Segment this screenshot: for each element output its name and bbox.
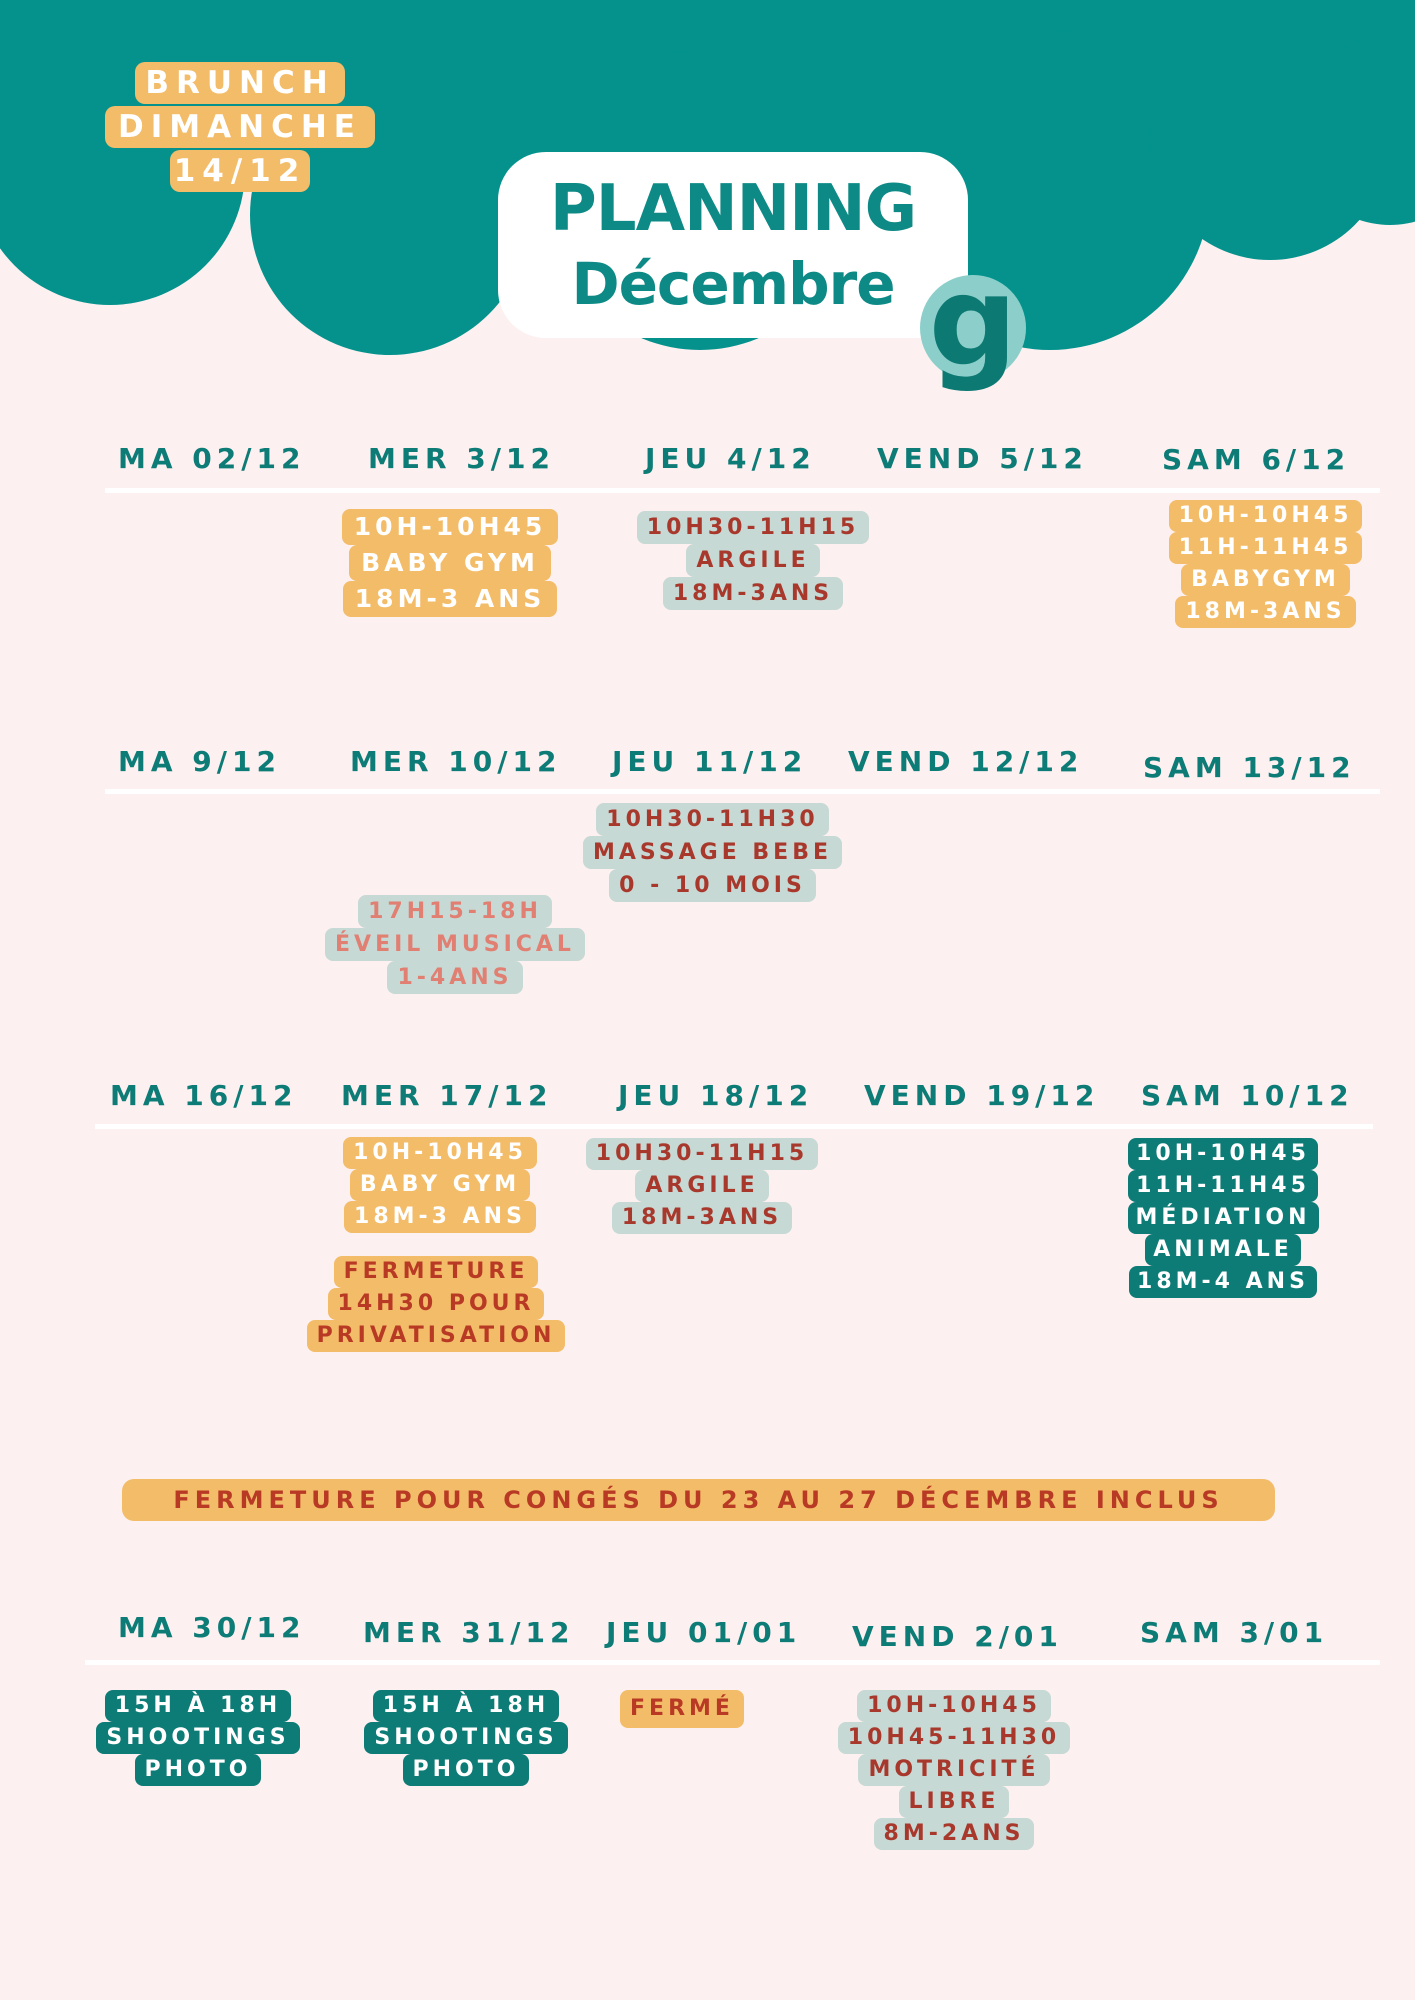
event-pill bbox=[360, 1690, 572, 1786]
event-line: MOTRICITÉ bbox=[858, 1754, 1049, 1786]
brunch-line: BRUNCH bbox=[135, 62, 345, 104]
day-header: VEND 5/12 bbox=[877, 442, 1088, 475]
event-line: 10H-10H45 bbox=[1169, 500, 1363, 532]
event-line: FERMÉ bbox=[620, 1690, 744, 1728]
day-header: JEU 18/12 bbox=[618, 1079, 814, 1112]
event-line: ARGILE bbox=[635, 1170, 768, 1202]
day-header: SAM 6/12 bbox=[1162, 443, 1351, 476]
event-line: 18M-3 ANS bbox=[344, 1201, 536, 1233]
event-line: ANIMALE bbox=[1145, 1234, 1301, 1266]
event-pill bbox=[320, 895, 590, 994]
day-header: VEND 12/12 bbox=[848, 745, 1084, 778]
event-line: MASSAGE BEBE bbox=[583, 836, 842, 869]
event-pill bbox=[592, 1138, 812, 1234]
week-divider bbox=[105, 488, 1380, 493]
day-header: JEU 01/01 bbox=[606, 1616, 802, 1649]
week-divider bbox=[105, 789, 1380, 794]
event-line: 10H-10H45 bbox=[343, 1137, 537, 1169]
day-header: MER 31/12 bbox=[363, 1616, 575, 1649]
event-line: 14H30 POUR bbox=[328, 1288, 545, 1320]
event-line: 10H30-11H30 bbox=[596, 803, 828, 836]
event-pill bbox=[300, 1256, 572, 1352]
day-header: SAM 10/12 bbox=[1141, 1079, 1354, 1112]
event-line: 11H-11H45 bbox=[1128, 1170, 1318, 1202]
event-line: 15H À 18H bbox=[373, 1690, 559, 1722]
logo bbox=[920, 250, 1026, 394]
event-line: 10H30-11H15 bbox=[637, 511, 869, 544]
event-line: 15H À 18H bbox=[105, 1690, 291, 1722]
event-pill bbox=[1120, 1138, 1326, 1298]
day-header: MA 16/12 bbox=[110, 1079, 298, 1112]
event-line: BABY GYM bbox=[350, 1169, 530, 1201]
event-line: PHOTO bbox=[403, 1754, 530, 1786]
event-pill bbox=[640, 511, 866, 610]
page-title: PLANNING bbox=[549, 172, 917, 246]
event-line: 10H-10H45 bbox=[1128, 1138, 1318, 1170]
brunch-line: 14/12 bbox=[170, 150, 310, 192]
event-pill bbox=[580, 803, 845, 902]
day-header: MA 30/12 bbox=[118, 1611, 306, 1644]
event-line: LIBRE bbox=[899, 1786, 1010, 1818]
logo-letter: g bbox=[928, 250, 1018, 394]
event-line: 10H-10H45 bbox=[342, 509, 559, 545]
event-line: ARGILE bbox=[686, 544, 819, 577]
day-header: MER 17/12 bbox=[341, 1079, 553, 1112]
event-line: 1-4ANS bbox=[387, 961, 522, 994]
event-line: MÉDIATION bbox=[1128, 1202, 1319, 1234]
event-line: 18M-3ANS bbox=[612, 1202, 792, 1234]
title-card bbox=[498, 152, 968, 338]
event-line: 8M-2ANS bbox=[874, 1818, 1035, 1850]
brunch-line: DIMANCHE bbox=[105, 106, 375, 148]
brunch-badge bbox=[105, 62, 375, 200]
event-pill bbox=[1158, 500, 1373, 628]
event-line: BABY GYM bbox=[349, 545, 551, 581]
event-line: 18M-3 ANS bbox=[343, 581, 557, 617]
event-line: 17H15-18H bbox=[358, 895, 552, 928]
event-pill bbox=[335, 509, 565, 617]
page-subtitle: Décembre bbox=[571, 250, 895, 318]
event-pill bbox=[620, 1690, 744, 1728]
event-line: 18M-3ANS bbox=[663, 577, 843, 610]
day-header: MER 3/12 bbox=[368, 442, 555, 475]
event-line: SHOOTINGS bbox=[364, 1722, 567, 1754]
event-line: 18M-3ANS bbox=[1175, 596, 1355, 628]
day-header: VEND 2/01 bbox=[852, 1620, 1063, 1653]
day-header: JEU 11/12 bbox=[612, 745, 808, 778]
event-line: SHOOTINGS bbox=[96, 1722, 299, 1754]
day-header: SAM 13/12 bbox=[1143, 751, 1356, 784]
event-line: 18M-4 ANS bbox=[1129, 1266, 1317, 1298]
day-header: MA 02/12 bbox=[118, 442, 306, 475]
event-line: 10H45-11H30 bbox=[838, 1722, 1070, 1754]
day-header: MER 10/12 bbox=[350, 745, 562, 778]
week-divider bbox=[95, 1124, 1373, 1129]
event-pill bbox=[92, 1690, 304, 1786]
closure-banner: FERMETURE POUR CONGÉS DU 23 AU 27 DÉCEMBRE INCLUS bbox=[122, 1479, 1275, 1521]
day-header: JEU 4/12 bbox=[645, 442, 816, 475]
event-line: 0 - 10 MOIS bbox=[609, 869, 816, 902]
event-line: ÉVEIL MUSICAL bbox=[325, 928, 585, 961]
event-line: BABYGYM bbox=[1181, 564, 1350, 596]
week-divider bbox=[85, 1660, 1380, 1665]
event-line: 11H-11H45 bbox=[1169, 532, 1363, 564]
event-pill bbox=[330, 1137, 550, 1233]
event-line: PHOTO bbox=[135, 1754, 262, 1786]
event-line: 10H-10H45 bbox=[857, 1690, 1051, 1722]
event-line: FERMETURE bbox=[334, 1256, 539, 1288]
event-line: PRIVATISATION bbox=[307, 1320, 566, 1352]
event-pill bbox=[845, 1690, 1063, 1850]
event-line: 10H30-11H15 bbox=[586, 1138, 818, 1170]
day-header: SAM 3/01 bbox=[1140, 1616, 1329, 1649]
day-header: MA 9/12 bbox=[118, 745, 281, 778]
day-header: VEND 19/12 bbox=[864, 1079, 1100, 1112]
